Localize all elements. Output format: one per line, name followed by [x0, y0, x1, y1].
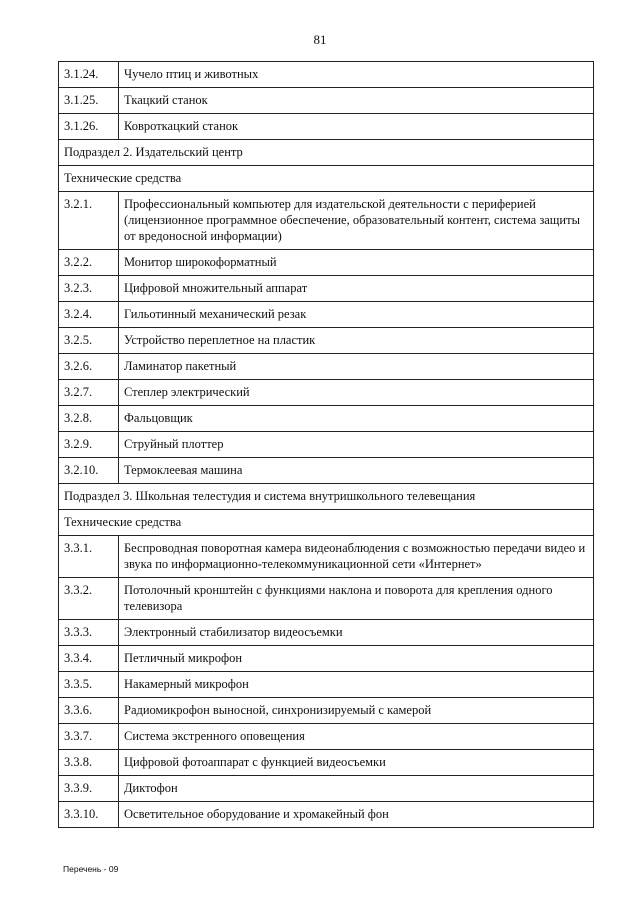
item-number: 3.2.5.: [59, 328, 119, 354]
item-description: Цифровой фотоаппарат с функцией видеосъемки: [119, 750, 594, 776]
table-row: [59, 276, 594, 302]
section-title: Подраздел 2. Издательский центр: [59, 140, 594, 166]
item-number: 3.3.4.: [59, 646, 119, 672]
item-number: 3.2.10.: [59, 458, 119, 484]
item-number: 3.2.1.: [59, 192, 119, 250]
item-number: 3.2.6.: [59, 354, 119, 380]
item-description: Осветительное оборудование и хромакейный фон: [119, 802, 594, 828]
item-number: 3.1.25.: [59, 88, 119, 114]
table-row: [59, 380, 594, 406]
section-row: [59, 140, 594, 166]
item-number: 3.2.3.: [59, 276, 119, 302]
table-row: [59, 698, 594, 724]
table-row: [59, 114, 594, 140]
section-row: [59, 166, 594, 192]
item-number: 3.2.9.: [59, 432, 119, 458]
section-title: Технические средства: [59, 166, 594, 192]
table-row: [59, 578, 594, 620]
table-row: [59, 672, 594, 698]
item-number: 3.3.8.: [59, 750, 119, 776]
item-description: Степлер электрический: [119, 380, 594, 406]
table-row: [59, 88, 594, 114]
item-description: Накамерный микрофон: [119, 672, 594, 698]
section-row: [59, 510, 594, 536]
section-row: [59, 484, 594, 510]
item-description: Диктофон: [119, 776, 594, 802]
table-row: [59, 724, 594, 750]
item-description: Профессиональный компьютер для издательской деятельности с периферией (лицензионное программное обеспечение, образовательный контент, система защиты от вредоносной информации): [119, 192, 594, 250]
footer-document-code: Перечень - 09: [63, 864, 119, 874]
item-description: Струйный плоттер: [119, 432, 594, 458]
table-row: [59, 406, 594, 432]
item-description: Монитор широкоформатный: [119, 250, 594, 276]
table-row: [59, 750, 594, 776]
table-row: [59, 62, 594, 88]
item-number: 3.3.6.: [59, 698, 119, 724]
item-number: 3.2.7.: [59, 380, 119, 406]
item-description: Потолочный кронштейн с функциями наклона и поворота для крепления одного телевизора: [119, 578, 594, 620]
table-row: [59, 302, 594, 328]
table-row: [59, 646, 594, 672]
table-row: [59, 536, 594, 578]
item-description: Петличный микрофон: [119, 646, 594, 672]
table-row: [59, 250, 594, 276]
table-row: [59, 192, 594, 250]
table-row: [59, 328, 594, 354]
item-description: Цифровой множительный аппарат: [119, 276, 594, 302]
section-title: Технические средства: [59, 510, 594, 536]
page-number: 81: [313, 32, 327, 47]
equipment-table: [58, 61, 594, 828]
item-number: 3.3.2.: [59, 578, 119, 620]
item-number: 3.1.24.: [59, 62, 119, 88]
item-number: 3.3.9.: [59, 776, 119, 802]
item-description: Фальцовщик: [119, 406, 594, 432]
item-description: Ковроткацкий станок: [119, 114, 594, 140]
table-row: [59, 354, 594, 380]
equipment-table-body: [59, 62, 594, 828]
item-number: 3.3.1.: [59, 536, 119, 578]
item-number: 3.2.2.: [59, 250, 119, 276]
item-description: Гильотинный механический резак: [119, 302, 594, 328]
table-row: [59, 802, 594, 828]
item-description: Термоклеевая машина: [119, 458, 594, 484]
table-row: [59, 620, 594, 646]
item-description: Устройство переплетное на пластик: [119, 328, 594, 354]
item-number: 3.2.4.: [59, 302, 119, 328]
item-description: Система экстренного оповещения: [119, 724, 594, 750]
item-description: Ламинатор пакетный: [119, 354, 594, 380]
table-row: [59, 776, 594, 802]
item-description: Электронный стабилизатор видеосъемки: [119, 620, 594, 646]
section-title: Подраздел 3. Школьная телестудия и система внутришкольного телевещания: [59, 484, 594, 510]
item-number: 3.3.5.: [59, 672, 119, 698]
table-row: [59, 458, 594, 484]
item-number: 3.3.3.: [59, 620, 119, 646]
table-row: [59, 432, 594, 458]
item-description: Ткацкий станок: [119, 88, 594, 114]
item-description: Радиомикрофон выносной, синхронизируемый с камерой: [119, 698, 594, 724]
item-description: Чучело птиц и животных: [119, 62, 594, 88]
item-description: Беспроводная поворотная камера видеонаблюдения с возможностью передачи видео и звука по информационно-телекоммуникационной сети «Интернет»: [119, 536, 594, 578]
item-number: 3.2.8.: [59, 406, 119, 432]
item-number: 3.1.26.: [59, 114, 119, 140]
item-number: 3.3.10.: [59, 802, 119, 828]
item-number: 3.3.7.: [59, 724, 119, 750]
